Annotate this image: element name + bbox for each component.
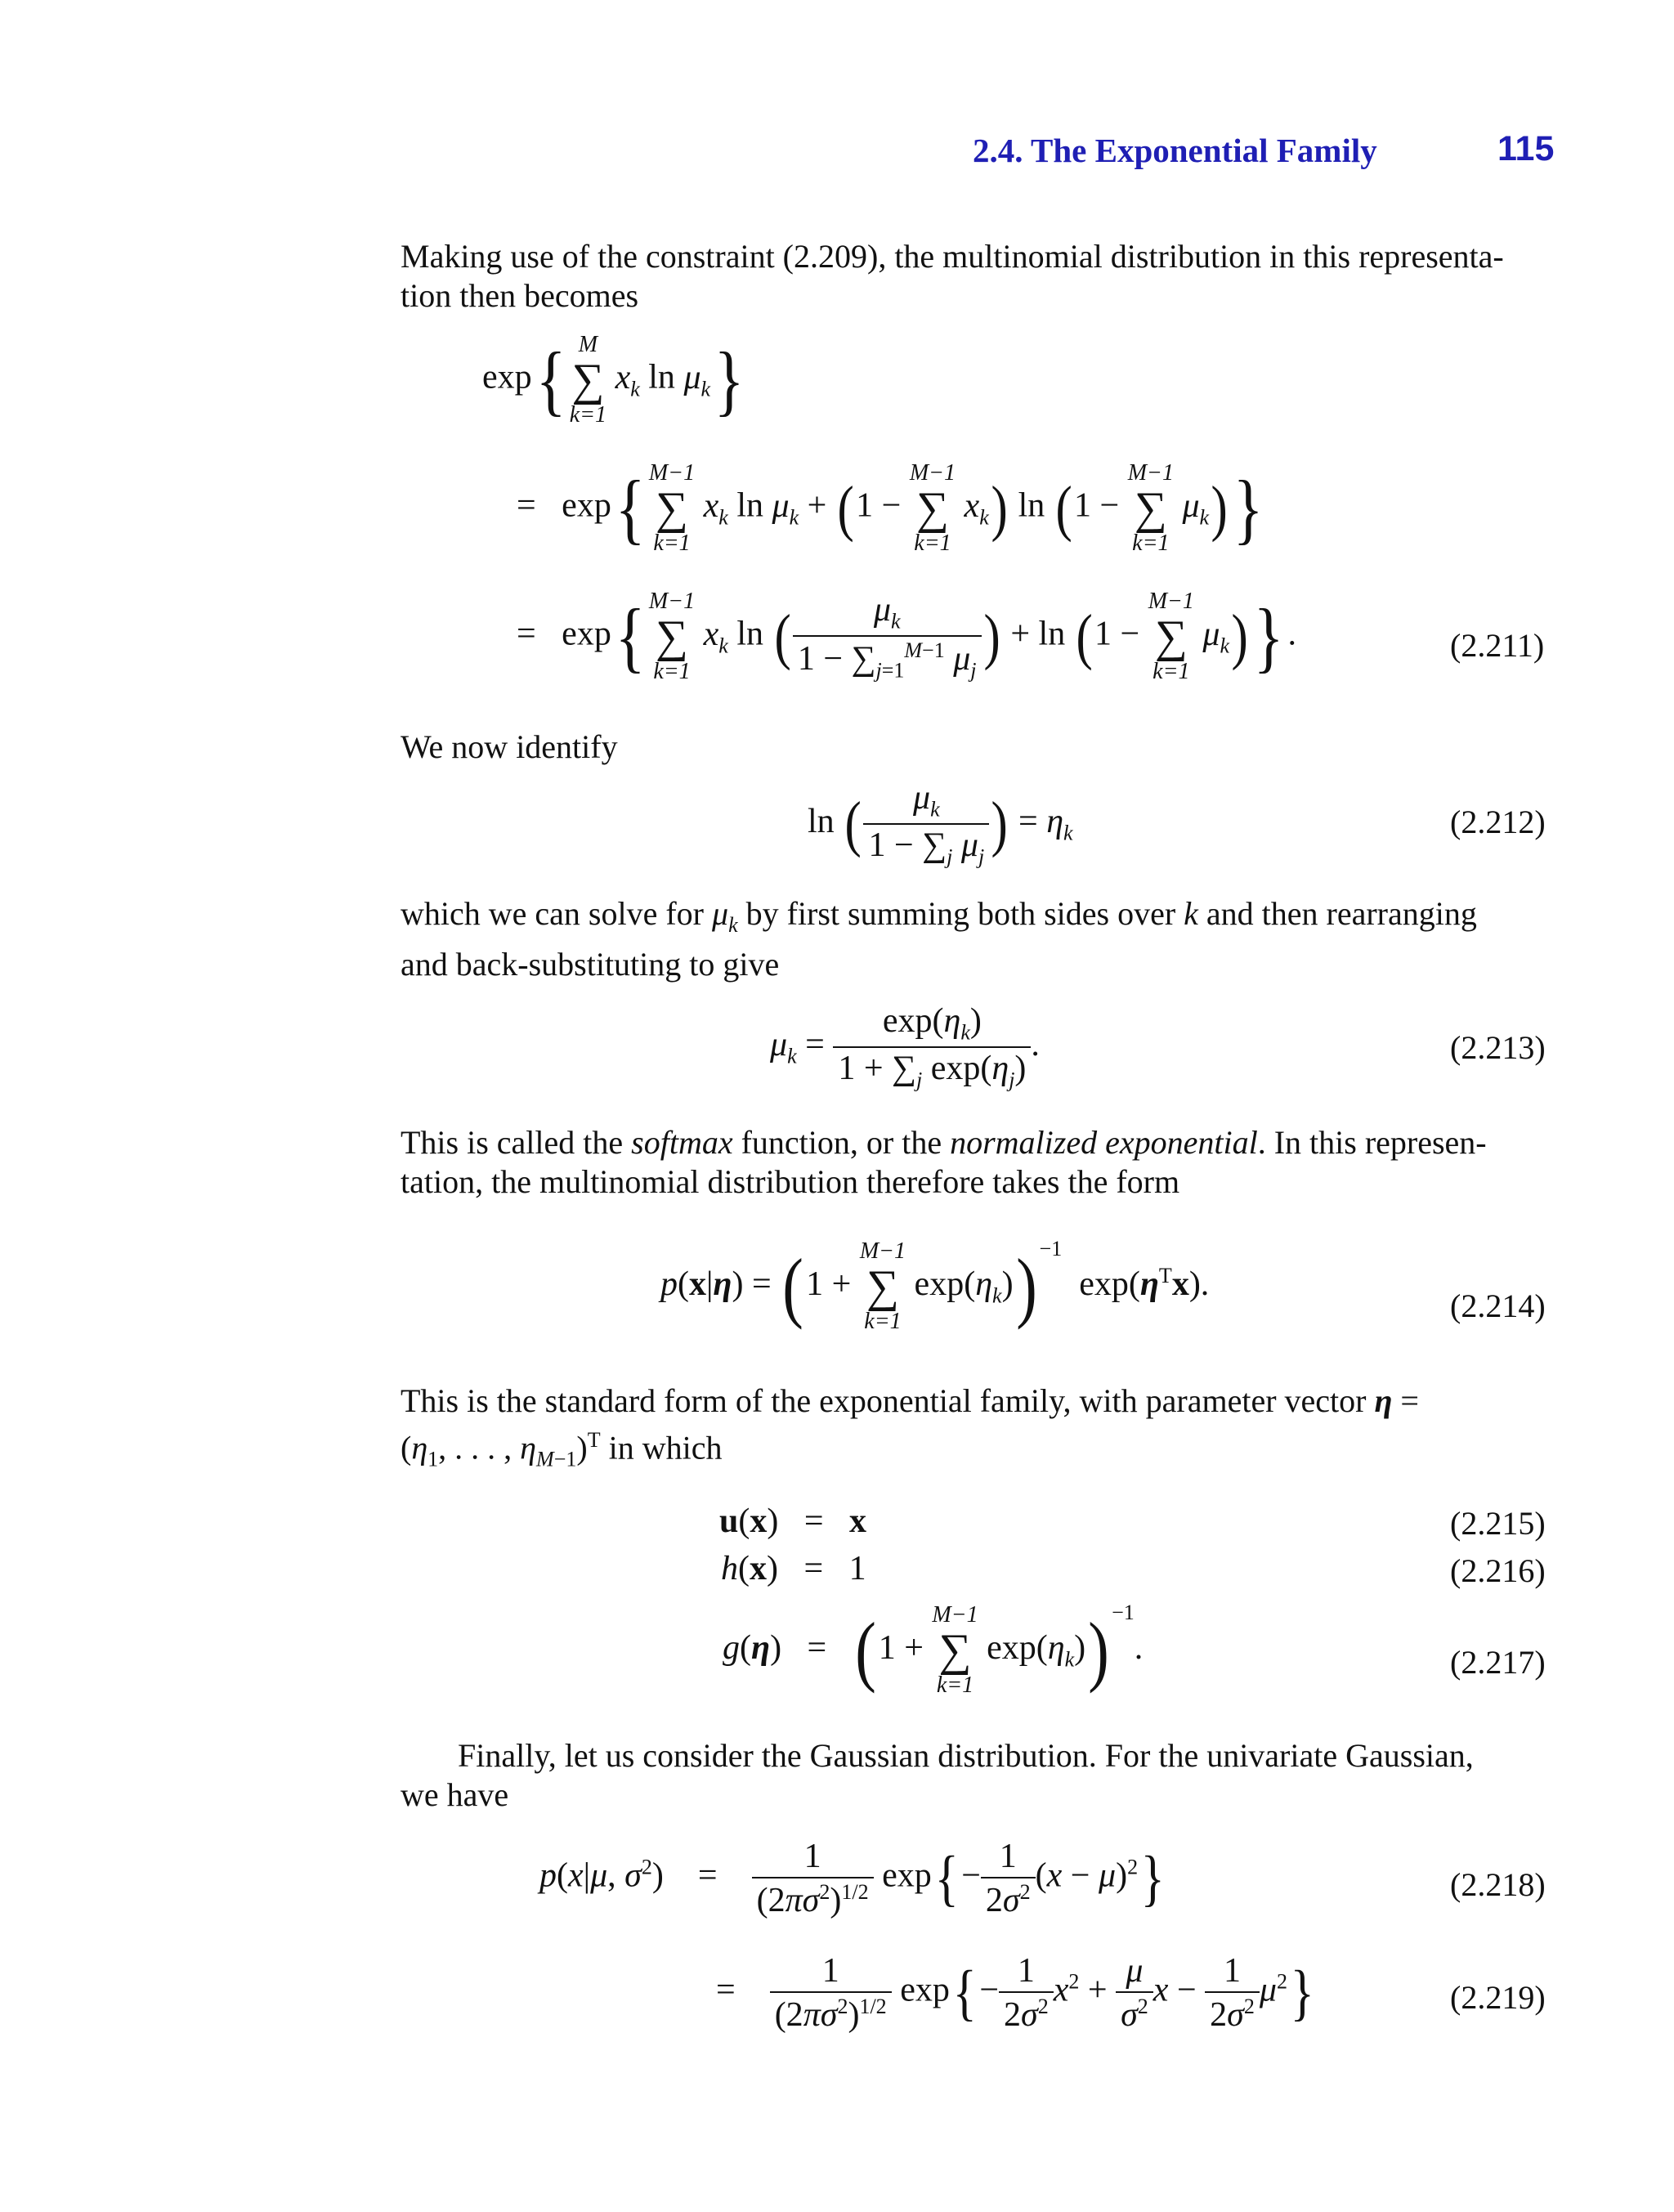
paragraph-intro xyxy=(401,237,1555,316)
equation-number: (2.215) xyxy=(1450,1505,1546,1542)
equation-213: $\mu_k$ = $\frac{\exp(\eta_k)}{1 + \sum_j \exp(\eta_j)}$ . xyxy=(770,1002,1040,1092)
term-softmax: softmax xyxy=(631,1124,733,1161)
equation-number: (2.214) xyxy=(1450,1287,1546,1324)
text-fragment: in which xyxy=(608,1429,723,1466)
equation-number: (2.219) xyxy=(1450,1979,1546,2016)
paragraph-softmax xyxy=(401,1123,1555,1202)
equation-number: (2.216) xyxy=(1450,1552,1546,1589)
paragraph-line: we have xyxy=(401,1776,509,1813)
term-normalized-exponential: normalized exponential xyxy=(950,1124,1258,1161)
equation-218: p(x|μ, $\sigma^2$) = $\frac{1}{(2\pi\sigma^2)^{1/2}}$ exp{− $\frac{1}{2\sigma^2}$ $(x - \mu)^2$} xyxy=(539,1838,1165,1919)
paragraph-identify xyxy=(401,728,1555,767)
paragraph-solve xyxy=(401,894,1555,984)
paragraph-standard-form xyxy=(401,1381,1555,1479)
paragraph-gaussian xyxy=(401,1736,1555,1815)
text-fragment: which we can solve for xyxy=(401,895,704,932)
text-fragment: This is called the xyxy=(401,1124,624,1161)
paragraph-line xyxy=(401,1123,1555,1162)
equation-number: (2.213) xyxy=(1450,1029,1546,1066)
text-fragment: This is the standard form of the exponential family, with parameter vector xyxy=(401,1382,1367,1419)
equation-214: p(x|η) = (1 + M−1 ∑ k=1 $\exp(\eta_k)$) $^{-1}$ $\exp(\eta^Tx)$. xyxy=(660,1237,1210,1335)
text-fragment: . In this represen- xyxy=(1257,1124,1487,1161)
text-fragment: function, or the xyxy=(741,1124,942,1161)
paragraph-line: Finally, let us consider the Gaussian distribution. For the univariate Gaussian, xyxy=(458,1737,1474,1774)
equation-211-line2: = exp{ M−1 ∑ k=1 $x_k$ $\ln \mu_k + (1$ − M−1 ∑ k=1 $x_k$) ln (1 − M−1 ∑ k=1 $\mu_k$)} xyxy=(517,460,1264,556)
paragraph-line: tation, the multinomial distribution therefore takes the form xyxy=(401,1163,1180,1200)
paragraph-line: tion then becomes xyxy=(401,277,639,314)
text-fragment: and then rearranging xyxy=(1206,895,1477,932)
paragraph-line: and back-substituting to give xyxy=(401,946,780,983)
section-title: 2.4. The Exponential Family xyxy=(973,132,1377,169)
page-number: 115 xyxy=(1497,129,1555,168)
equation-number: (2.211) xyxy=(1450,627,1545,664)
equation-211-line3: = exp{ M−1 ∑ k=1 $x_k$ ln ( $\frac{\mu_k}{1 - \sum_{j=1}^{M-1} \mu_j}$ ) + ln (1 − M−1 ∑ k=1 $\mu_k$)} . xyxy=(517,589,1296,684)
paragraph-line: We now identify xyxy=(401,728,618,765)
paragraph-line: This is the standard form of the exponential family, with parameter vector η = xyxy=(401,1382,1419,1419)
equation-number: (2.218) xyxy=(1450,1866,1546,1903)
equation-216: h(x) = 1 xyxy=(721,1550,866,1587)
paragraph-line: ($\eta_1$, . . . , $\eta_{M-1})^T$ in which xyxy=(401,1428,723,1471)
equation-211-line1: exp{ M ∑ k=1 $x_k$ $\ln \mu_k$} xyxy=(482,332,745,428)
paragraph-line: which we can solve for $\mu_k$ by first summing both sides over k and then rearranging xyxy=(401,895,1477,937)
equation-212: ln ( $\frac{\mu_k}{1 - \sum_j \mu_j}$ ) = $\eta_k$ xyxy=(808,779,1073,869)
equation-217: g(η) = (1 + M−1 ∑ k=1 $\exp(\eta_k)$) $^{-1}$. xyxy=(723,1601,1144,1699)
equation-number: (2.212) xyxy=(1450,804,1546,840)
paragraph-line: Making use of the constraint (2.209), the multinomial distribution in this representa- xyxy=(401,238,1504,275)
equation-215: u(x) = x xyxy=(719,1502,867,1540)
equation-number: (2.217) xyxy=(1450,1644,1546,1681)
equation-219: = $\frac{1}{(2\pi\sigma^2)^{1/2}}$ exp{− $\frac{1}{2\sigma^2}$ $x^2$ + $\frac{\mu}{\sigma^2}$ x − $\frac{1}{2\sigma^2}$ $\mu^2$} xyxy=(716,1952,1314,2034)
text-fragment: by first summing both sides over xyxy=(745,895,1176,932)
